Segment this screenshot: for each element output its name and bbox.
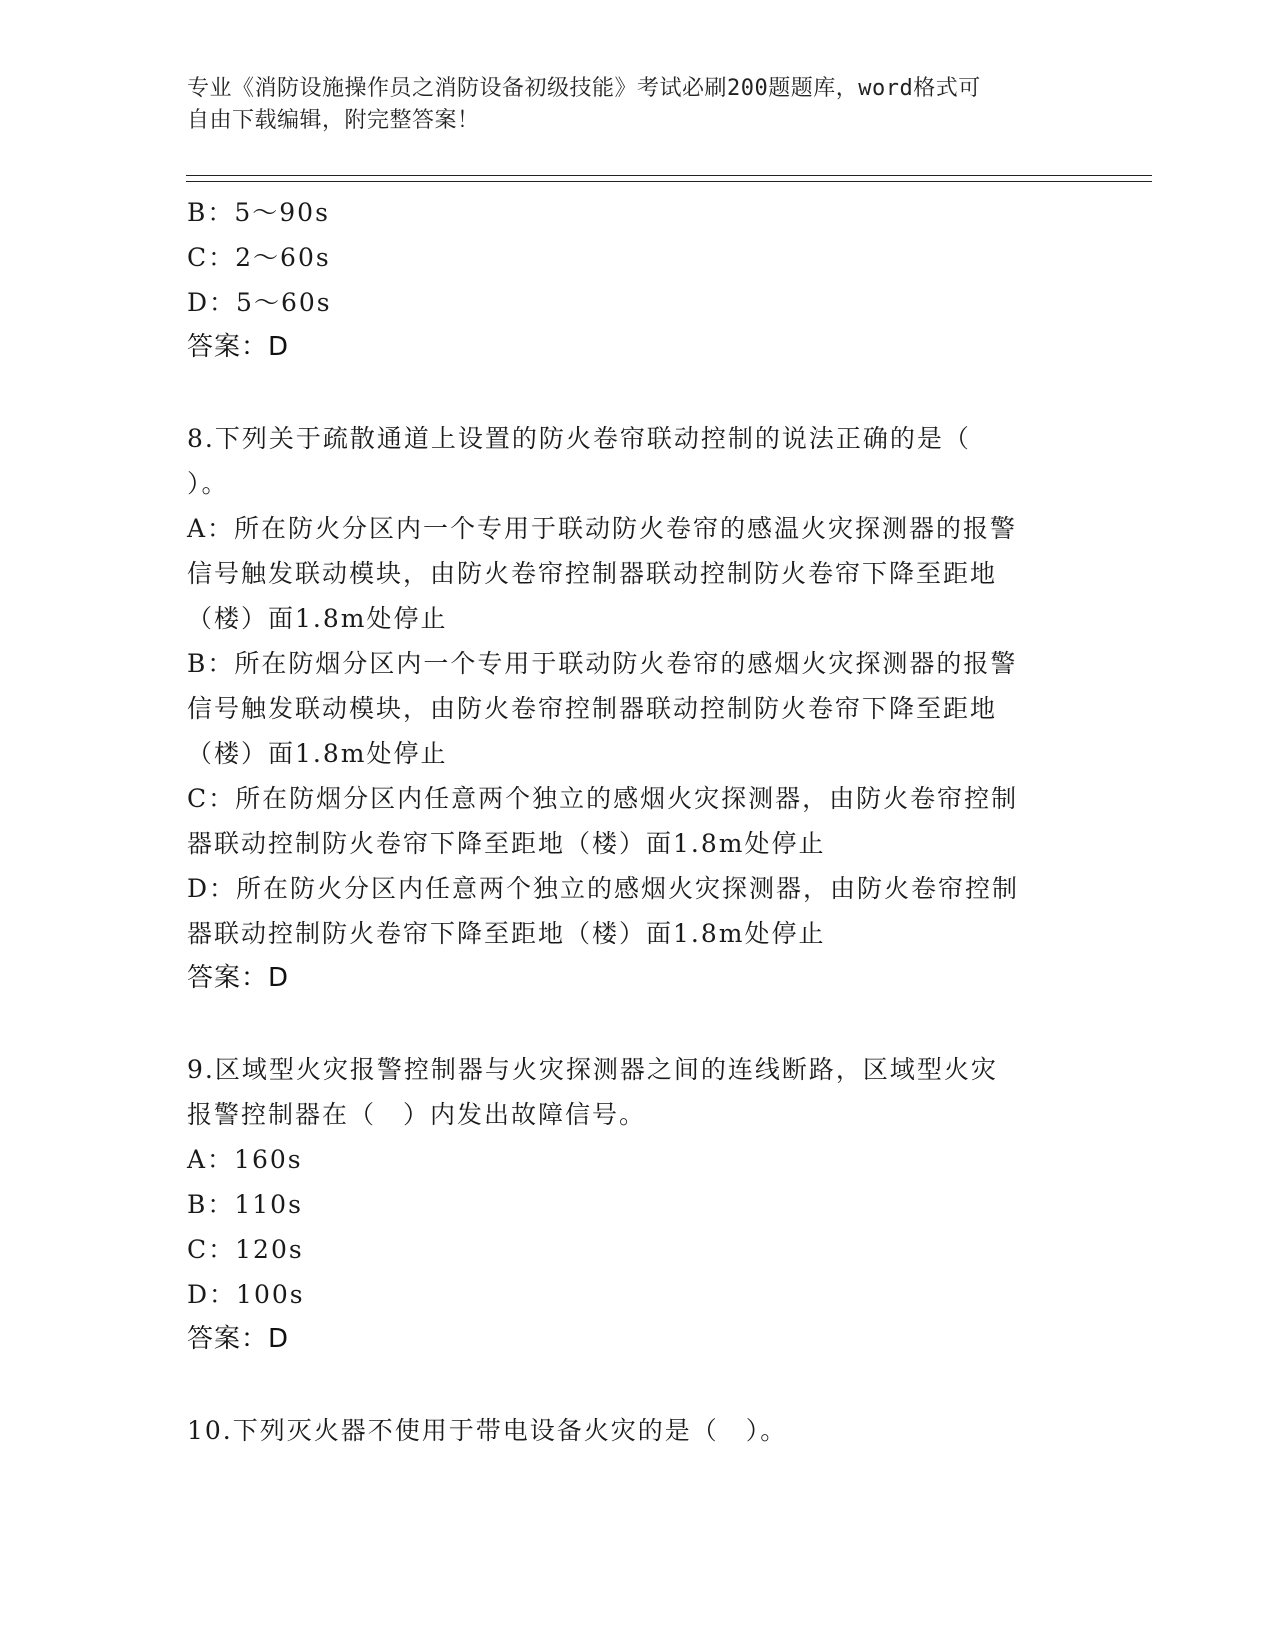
spacer <box>187 370 1087 416</box>
question-content <box>187 190 1087 1453</box>
q10-stem-line-1: 10.下列灭火器不使用于带电设备火灾的是（ ）。 <box>187 1416 788 1445</box>
header-divider-top <box>186 175 1152 176</box>
q9-option-a: A：160s <box>187 1145 303 1174</box>
header-line-2: 自由下载编辑，附完整答案！ <box>187 108 480 133</box>
q8-option-b-line-3: （楼）面1.8m处停止 <box>187 739 448 768</box>
q9-stem-line-1: 9.区域型火灾报警控制器与火灾探测器之间的连线断路，区域型火灾 <box>187 1055 998 1084</box>
q8-option-d-line-2: 器联动控制防火卷帘下降至距地（楼）面1.8m处停止 <box>187 919 826 948</box>
q8-option-c-line-2: 器联动控制防火卷帘下降至距地（楼）面1.8m处停止 <box>187 829 826 858</box>
q7-answer: 答案：D <box>187 332 290 362</box>
q7-option-b: B：5～90s <box>187 198 330 227</box>
q8-option-b-line-1: B：所在防烟分区内一个专用于联动防火卷帘的感烟火灾探测器的报警 <box>187 649 1018 678</box>
q8-option-c-line-1: C：所在防烟分区内任意两个独立的感烟火灾探测器，由防火卷帘控制 <box>187 784 1019 813</box>
q7-option-d: D：5～60s <box>187 288 332 317</box>
q8-stem-line-2: ）。 <box>187 469 229 498</box>
q8-stem-line-1: 8.下列关于疏散通道上设置的防火卷帘联动控制的说法正确的是（ <box>187 424 971 453</box>
q7-option-c: C：2～60s <box>187 243 331 272</box>
q8-answer: 答案：D <box>187 963 290 993</box>
q9-option-b: B：110s <box>187 1190 303 1219</box>
document-header <box>187 73 1067 137</box>
q9-option-d: D：100s <box>187 1280 305 1309</box>
question-9 <box>187 1047 1087 1362</box>
q8-option-a-line-1: A：所在防火分区内一个专用于联动防火卷帘的感温火灾探测器的报警 <box>187 514 1018 543</box>
q8-option-a-line-2: 信号触发联动模块，由防火卷帘控制器联动控制防火卷帘下降至距地 <box>187 559 998 588</box>
q8-option-d-line-1: D：所在防火分区内任意两个独立的感烟火灾探测器，由防火卷帘控制 <box>187 874 1020 903</box>
q8-option-b-line-2: 信号触发联动模块，由防火卷帘控制器联动控制防火卷帘下降至距地 <box>187 694 998 723</box>
header-line-1: 专业《消防设施操作员之消防设备初级技能》考试必刷200题题库，word格式可 <box>187 76 981 101</box>
header-divider-bottom <box>186 181 1152 182</box>
q9-option-c: C：120s <box>187 1235 304 1264</box>
question-10 <box>187 1408 1087 1453</box>
spacer <box>187 1362 1087 1408</box>
question-8 <box>187 416 1087 1001</box>
q9-answer: 答案：D <box>187 1324 290 1354</box>
question-7 <box>187 190 1087 370</box>
q9-stem-line-2: 报警控制器在（ ）内发出故障信号。 <box>187 1100 647 1129</box>
spacer <box>187 1001 1087 1047</box>
q8-option-a-line-3: （楼）面1.8m处停止 <box>187 604 448 633</box>
